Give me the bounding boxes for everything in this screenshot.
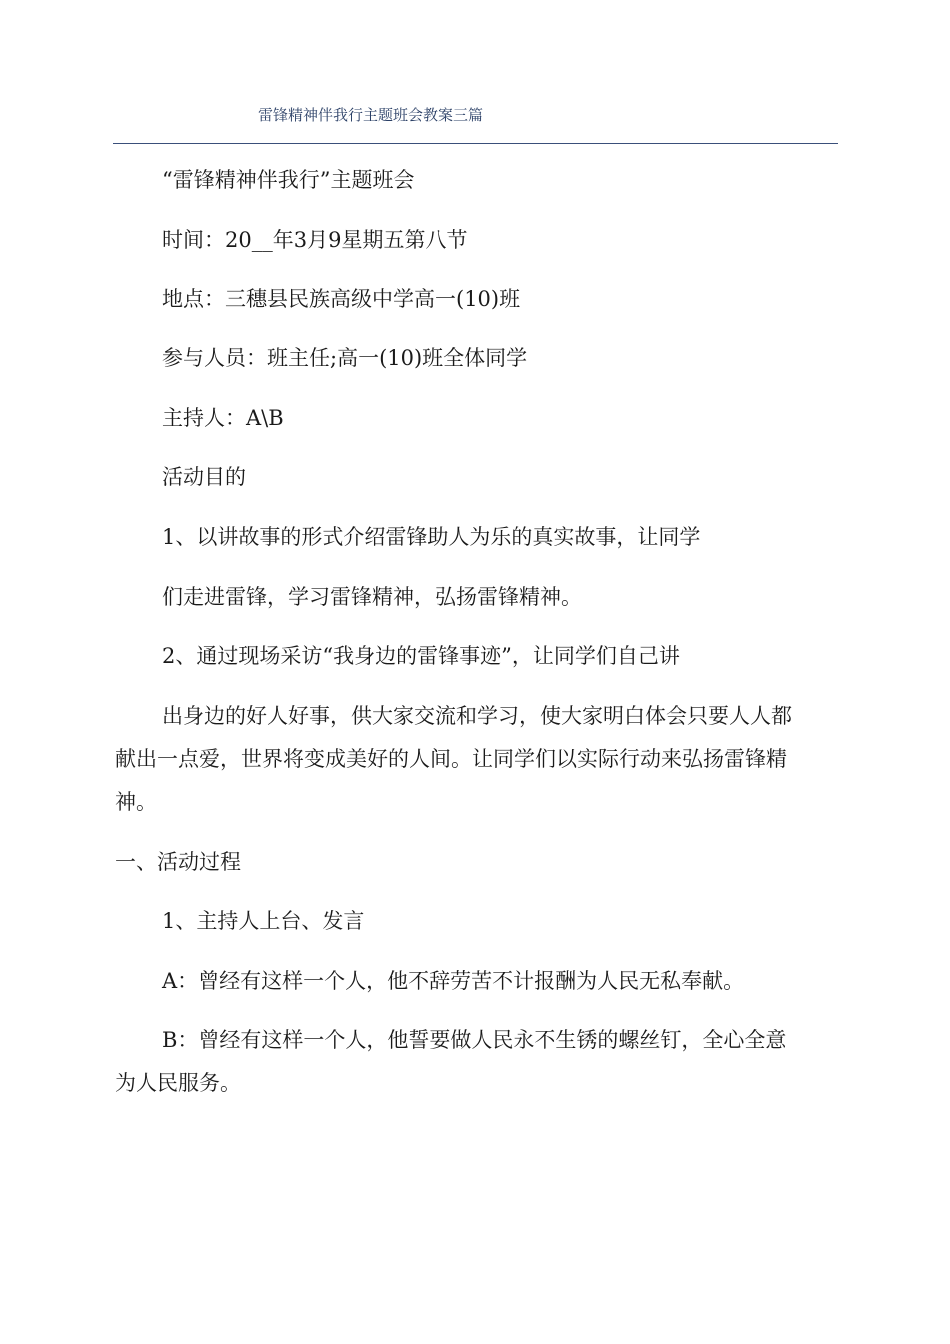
meeting-participants: 参与人员：班主任;高一(10)班全体同学 [162,346,528,370]
goal-2-line-1: 2、通过现场采访“我身边的雷锋事迹”，让同学们自己讲 [162,644,680,668]
host-b-speech-line-1: B：曾经有这样一个人，他誓要做人民永不生锈的螺丝钉，全心全意 [162,1028,787,1052]
meeting-location: 地点：三穗县民族高级中学高一(10)班 [162,287,521,311]
running-header-title: 雷锋精神伴我行主题班会教案三篇 [258,106,484,124]
header-divider [113,143,838,144]
goal-2-line-4: 神。 [115,790,157,814]
host-a-speech: A：曾经有这样一个人，他不辞劳苦不计报酬为人民无私奉献。 [162,969,745,993]
goal-2-line-2: 出身边的好人好事，供大家交流和学习，使大家明白体会只要人人都 [162,704,792,728]
meeting-hosts: 主持人：A\B [162,406,284,430]
meeting-time: 时间：20__年3月9星期五第八节 [162,228,468,252]
goal-1-line-2: 们走进雷锋，学习雷锋精神，弘扬雷锋精神。 [162,585,582,609]
process-step-1: 1、主持人上台、发言 [162,909,365,933]
section-heading-goals: 活动目的 [162,465,246,489]
goal-2-line-3: 献出一点爱，世界将变成美好的人间。让同学们以实际行动来弘扬雷锋精 [115,747,787,771]
host-b-speech-line-2: 为人民服务。 [115,1071,241,1095]
section-heading-process: 一、活动过程 [115,850,241,874]
goal-1-line-1: 1、以讲故事的形式介绍雷锋助人为乐的真实故事，让同学 [162,525,701,549]
meeting-title: “雷锋精神伴我行”主题班会 [162,168,415,192]
